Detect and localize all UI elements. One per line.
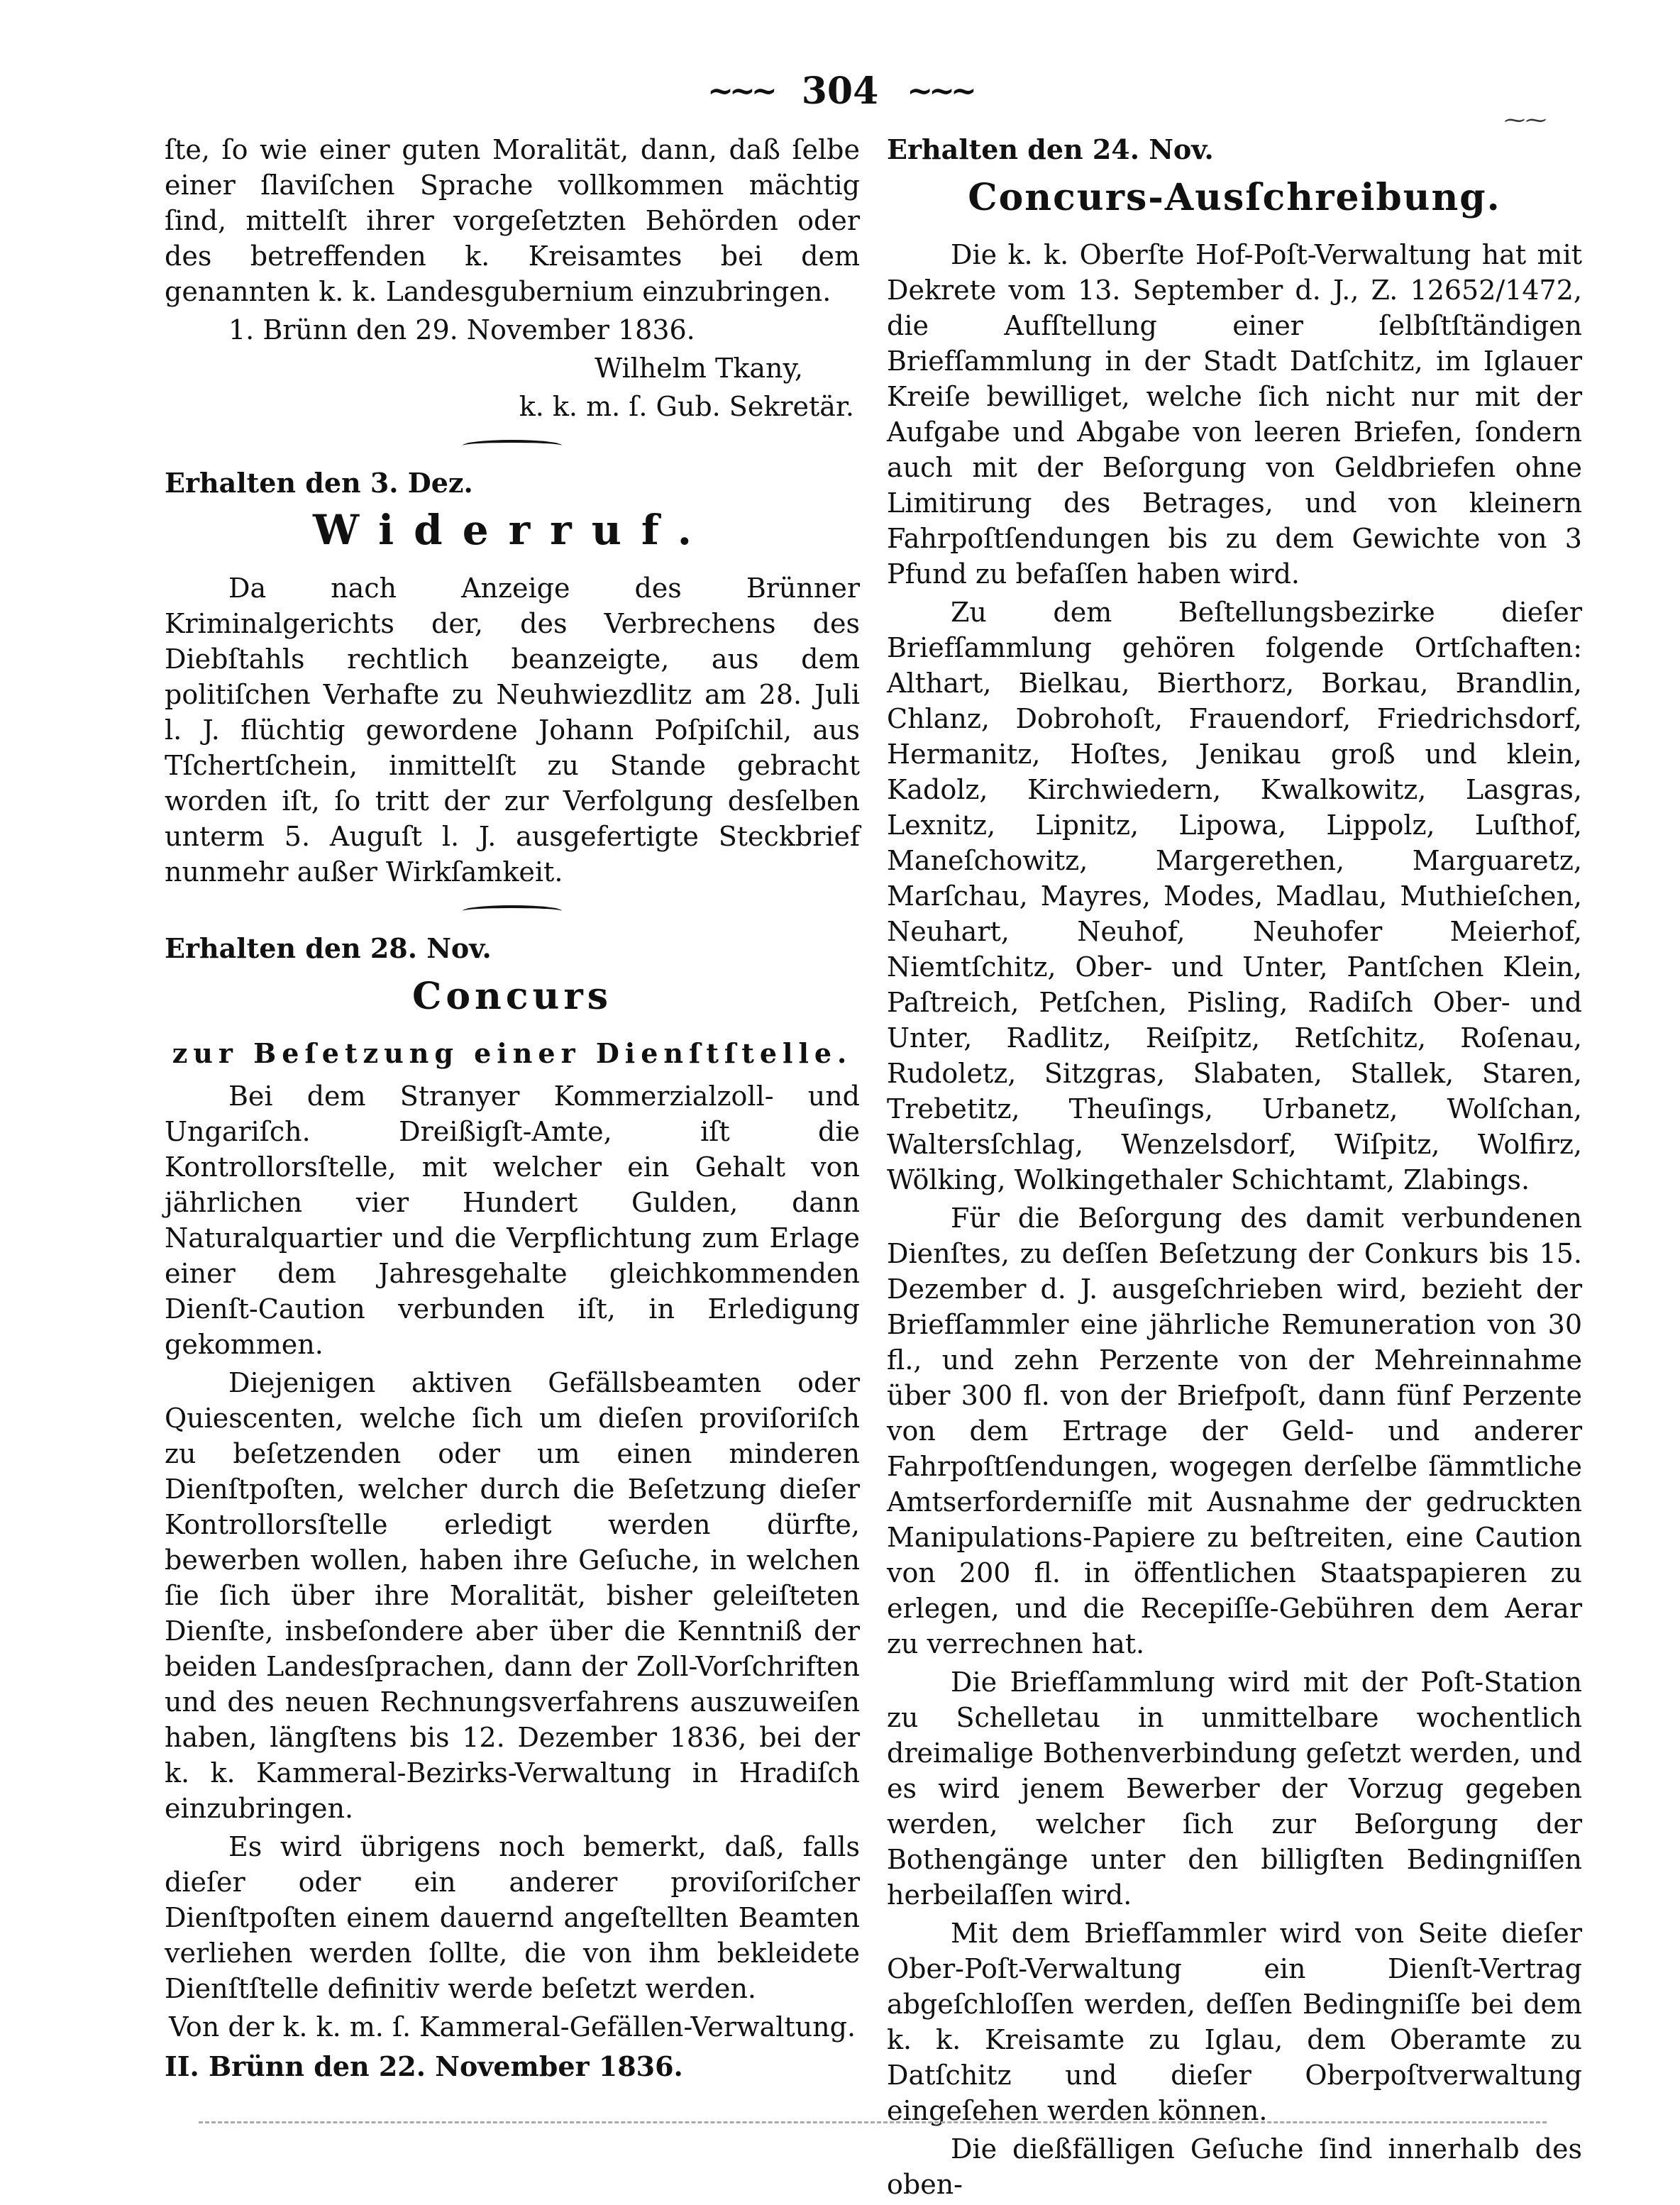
page-header <box>0 62 1680 119</box>
received-date: Erhalten den 24. Nov. <box>887 133 1214 165</box>
header-ornament-right: ~~~ <box>907 72 973 109</box>
signature-name: Wilhelm Tkany, <box>595 353 803 384</box>
bottom-edge-artifact <box>199 2121 1547 2126</box>
date-line: 1. Brünn den 29. November 1836. <box>228 314 695 346</box>
date-line: II. Brünn den 22. November 1836. <box>165 2050 683 2082</box>
issuer-line: Von der k. k. m. ſ. Kammeral-Gefällen-Verwaltung. <box>168 2011 856 2043</box>
section-divider <box>463 440 562 451</box>
paragraph: Es wird übrigens noch bemerkt, daß, falls dieſer oder ein anderer proviſoriſcher Dienſtpoſten einem dauernd angeſtellten Beamten verliehen werden ſollte, die von ihm bekleidete Dienſtſtelle definitiv werde beſetzt werden. <box>165 1831 860 2004</box>
signature-title: k. k. m. ſ. Gub. Sekretär. <box>519 391 854 422</box>
left-column <box>165 132 860 2087</box>
paragraph: Bei dem Stranyer Kommerzialzoll- und Ungariſch. Dreißigſt-Amte, iſt die Kontrollorsſtelle, mit welcher ein Gehalt von jährlichen vier Hundert Gulden, dann Naturalquartier und die Verpflichtung zum Erlage einer dem Jahresgehalte gleichkommenden Dienſt-Caution verbunden iſt, in Erledigung gekommen. <box>165 1081 860 1360</box>
received-date: Erhalten den 28. Nov. <box>165 932 492 964</box>
corner-ornament-icon: ⁓⁓ <box>1504 108 1547 133</box>
page-number: 304 <box>801 69 879 113</box>
paragraph: Für die Beſorgung des damit verbundenen Dienſtes, zu deſſen Beſetzung der Conkurs bis 15. Dezember d. J. ausgeſchrieben wird, bezieht der Briefſammler eine jährliche Remuneration von 30 fl., und zehn Perzente von der Mehreinnahme über 300 fl. von der Briefpoſt, dann fünf Perzente von dem Ertrage der Geld- und anderer Fahrpoſtſendungen, wogegen derſelbe ſämmtliche Amtserforderniſſe mit Ausnahme der gedruckten Manipulations-Papiere zu beſtreiten, eine Caution von 200 fl. in öffentlichen Staatspapieren zu erlegen, und die Recepiſſe-Gebühren dem Aerar zu verrechnen hat. <box>887 1203 1582 1659</box>
section-title-concurs: Concurs <box>411 975 613 1018</box>
section-title-widerruf: Widerruf. <box>313 506 712 554</box>
section-divider <box>463 905 562 917</box>
paragraph-continues: Die dießfälligen Geſuche ſind innerhalb des oben- <box>887 2133 1582 2200</box>
header-ornament-left: ~~~ <box>707 72 773 109</box>
right-column <box>887 132 1582 2205</box>
section-title-concurs-ausschreibung: Concurs-Ausſchreibung. <box>968 176 1501 219</box>
paragraph-places: Zu dem Beſtellungsbezirke dieſer Briefſammlung gehören folgende Ortſchaften: Althart, Bielkau, Bierthorz, Borkau, Brandlin, Chlanz, Dobrohoſt, Frauendorf, Friedrichsdorf, Hermanitz, Hoſtes, Jenikau groß und klein, Kadolz, Kirchwiedern, Kwalkowitz, Lasgras, Lexnitz, Lipnitz, Lipowa, Lippolz, Luſthof, Maneſchowitz, Margerethen, Marguaretz, Marſchau, Mayres, Modes, Madlau, Muthieſchen, Neuhart, Neuhof, Neuhofer Meierhof, Niemtſchitz, Ober- und Unter, Pantſchen Klein, Paſtreich, Petſchen, Pisling, Radiſch Ober- und Unter, Radlitz, Reiſpitz, Retſchitz, Roſenau, Rudoletz, Sitzgras, Slabaten, Stallek, Staren, Trebetitz, Theuſings, Urbanetz, Wolſchan, Waltersſchlag, Wenzelsdorf, Wiſpitz, Wolfirz, Wölking, Wolkingethaler Schichtamt, Zlabings. <box>887 597 1582 1195</box>
paragraph-widerruf: Da nach Anzeige des Brünner Kriminalgerichts der, des Verbrechens des Diebſtahls rechtlich beanzeigte, aus dem politiſchen Verhafte zu Neuhwiezdlitz am 28. Juli l. J. flüchtig gewordene Johann Poſpiſchil, aus Tſchertſchein, inmittelſt zu Stande gebracht worden iſt, ſo tritt der zur Verfolgung desſelben unterm 5. Auguſt l. J. ausgefertigte Steckbrief nunmehr außer Wirkſamkeit. <box>165 573 860 888</box>
paragraph: Diejenigen aktiven Gefällsbeamten oder Quiescenten, welche ſich um dieſen proviſoriſch zu beſetzenden oder um einen minderen Dienſtpoſten, welcher durch die Beſetzung dieſer Kontrollorsſtelle erledigt werden dürfte, bewerben wollen, haben ihre Geſuche, in welchen ſie ſich über ihre Moralität, bisher geleiſteten Dienſte, insbeſondere aber über die Kenntniß der beiden Landesſprachen, dann der Zoll-Vorſchriften und des neuen Rechnungsverfahrens auszuweiſen haben, längſtens bis 12. Dezember 1836, bei der k. k. Kammeral-Bezirks-Verwaltung in Hradiſch einzubringen. <box>165 1367 860 1824</box>
section-subtitle: zur Beſetzung einer Dienſtſtelle. <box>172 1037 853 1069</box>
paragraph: Die k. k. Oberſte Hof-Poſt-Verwaltung hat mit Dekrete vom 13. September d. J., Z. 12652/1472, die Aufſtellung einer ſelbſtſtändigen Briefſammlung in der Stadt Datſchitz, im Iglauer Kreiſe bewilliget, welche ſich nicht nur mit der Aufgabe und Abgabe von leeren Briefen, ſondern auch mit der Beſorgung von Geldbriefen ohne Limitirung des Betrages, und von kleinern Fahrpoſtſendungen bis zu dem Gewichte von 3 Pfund zu befaſſen haben wird. <box>887 239 1582 590</box>
paragraph-continuation: ſte, ſo wie einer guten Moralität, dann, daß ſelbe einer ſlaviſchen Sprache vollkommen mächtig ſind, mittelſt ihrer vorgeſetzten Behörden oder des betreffenden k. Kreisamtes bei dem genannten k. k. Landesgubernium einzubringen. <box>165 134 860 307</box>
received-date: Erhalten den 3. Dez. <box>165 467 473 499</box>
paragraph: Mit dem Briefſammler wird von Seite dieſer Ober-Poſt-Verwaltung ein Dienſt-Vertrag abgeſchloſſen werden, deſſen Bedingniſſe bei dem k. k. Kreisamte zu Iglau, dem Oberamte zu Datſchitz und dieſer Oberpoſtverwaltung eingeſehen werden können. <box>887 1918 1582 2126</box>
paragraph: Die Briefſammlung wird mit der Poſt-Station zu Schelletau in unmittelbare wochentlich dreimalige Bothenverbindung geſetzt werden, und es wird jenem Bewerber der Vorzug gegeben werden, welcher ſich zur Beſorgung der Bothengänge unter den billigſten Bedingniſſen herbeilaſſen wird. <box>887 1667 1582 1911</box>
